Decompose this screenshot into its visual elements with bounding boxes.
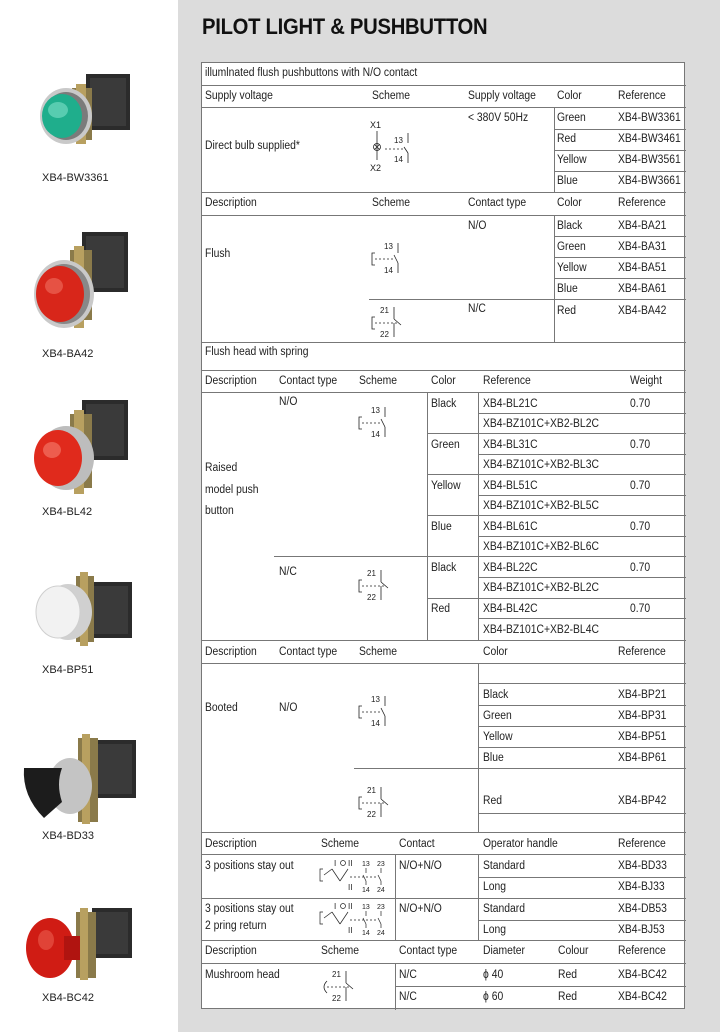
- description: Flush: [205, 248, 231, 260]
- selector-switch-scheme: [318, 900, 390, 938]
- col-header: Reference: [483, 375, 531, 387]
- operator-handle: Long: [483, 881, 507, 893]
- rule: [478, 920, 686, 921]
- product-image-xb4-bw3361: [20, 66, 140, 166]
- diameter-value: 40: [491, 969, 504, 981]
- reference-cell: XB4-BZ101C+XB2-BL2C: [483, 582, 599, 594]
- rule: [202, 107, 686, 108]
- contact-type: N/O: [279, 396, 298, 408]
- rule: [478, 663, 479, 832]
- scheme-label: 24: [377, 887, 385, 894]
- rule: [554, 171, 686, 172]
- scheme-label: I: [334, 902, 337, 911]
- col-header: Reference: [618, 646, 666, 658]
- diameter-value: 60: [491, 991, 504, 1003]
- col-header: Scheme: [372, 197, 410, 209]
- nc-contact-scheme: [357, 783, 397, 821]
- col-header: Color: [557, 90, 582, 102]
- reference-cell: XB4-BL61C: [483, 521, 538, 533]
- operator-handle: Long: [483, 924, 507, 936]
- col-header: Contact type: [279, 646, 338, 658]
- reference-cell: XB4-DB53: [618, 903, 667, 915]
- color-cell: Green: [483, 710, 512, 722]
- col-header: Description: [205, 646, 257, 658]
- rule: [478, 618, 686, 619]
- col-header: Weight: [630, 375, 663, 387]
- scheme-label: 22: [367, 593, 376, 602]
- rule: [354, 768, 686, 769]
- reference-cell: XB4-BL51C: [483, 480, 538, 492]
- color-cell: Green: [557, 241, 586, 253]
- col-header: Scheme: [372, 90, 410, 102]
- reference-cell: XB4-BP21: [618, 689, 667, 701]
- color-cell: Black: [431, 398, 457, 410]
- reference-cell: XB4-BL21C: [483, 398, 538, 410]
- rule: [554, 278, 686, 279]
- rule: [478, 813, 686, 814]
- col-header: Color: [431, 375, 456, 387]
- col-header: Reference: [618, 945, 666, 957]
- contact-type: N/C: [399, 969, 417, 981]
- no-contact-scheme: [357, 692, 397, 730]
- scheme-label: 13: [394, 136, 403, 145]
- color-cell: Green: [431, 439, 460, 451]
- weight-cell: 0.70: [630, 398, 651, 410]
- description-line: model push: [205, 484, 259, 496]
- col-header: Supply voltage: [205, 90, 273, 102]
- reference-cell: XB4-BW3661: [618, 175, 681, 187]
- rule: [369, 299, 686, 300]
- color-cell: Black: [431, 562, 457, 574]
- rule: [478, 705, 686, 706]
- rule: [202, 898, 686, 899]
- col-header: Scheme: [321, 945, 359, 957]
- reference-cell: XB4-BJ33: [618, 881, 665, 893]
- col-header: Reference: [618, 90, 666, 102]
- rule: [395, 854, 396, 940]
- scheme-label: 14: [371, 430, 380, 439]
- product-image-xb4-bl42: [20, 396, 140, 506]
- scheme-label: 13: [371, 695, 380, 704]
- product-image-xb4-bp51: [20, 568, 140, 658]
- scheme-label: 14: [371, 719, 380, 728]
- scheme-label: 13: [384, 242, 393, 251]
- reference-cell: XB4-BJ53: [618, 924, 665, 936]
- contact-type: N/O: [279, 702, 298, 714]
- description: 3 positions stay out: [205, 860, 294, 872]
- weight-cell: 0.70: [630, 480, 651, 492]
- color-cell: Black: [557, 220, 583, 232]
- phi-symbol: ϕ: [483, 991, 489, 1003]
- contact-type: N/O+N/O: [399, 860, 442, 872]
- scheme-label: 14: [384, 266, 393, 275]
- rule: [202, 640, 686, 641]
- page-title: PILOT LIGHT & PUSHBUTTON: [202, 14, 488, 39]
- color-cell: Red: [483, 795, 502, 807]
- rule: [427, 433, 686, 434]
- rule: [202, 963, 686, 964]
- scheme-label: 21: [332, 970, 341, 979]
- scheme-label: 23: [377, 861, 385, 868]
- col-header: Contact type: [279, 375, 338, 387]
- product-label: XB4-BW3361: [42, 172, 109, 184]
- rule: [554, 107, 555, 192]
- color-cell: Red: [557, 305, 576, 317]
- product-image-xb4-bd33: [18, 732, 142, 828]
- rule: [478, 413, 686, 414]
- reference-cell: XB4-BD33: [618, 860, 667, 872]
- color-cell: Black: [483, 689, 509, 701]
- phi-symbol: ϕ: [483, 969, 489, 981]
- description-line: Raised: [205, 462, 238, 474]
- reference-cell: XB4-BA51: [618, 262, 667, 274]
- rule: [478, 683, 686, 684]
- contact-type: N/O+N/O: [399, 903, 442, 915]
- rule: [202, 192, 686, 193]
- col-header: Contact: [399, 838, 435, 850]
- reference-cell: XB4-BA42: [618, 305, 667, 317]
- col-header: Scheme: [359, 375, 397, 387]
- rule: [202, 832, 686, 833]
- reference-cell: XB4-BA31: [618, 241, 667, 253]
- product-label: XB4-BP51: [42, 664, 94, 676]
- col-header: Color: [557, 197, 582, 209]
- contact-type: N/O: [468, 220, 487, 232]
- contact-type: N/C: [468, 303, 486, 315]
- description: Booted: [205, 702, 238, 714]
- col-header: Contact type: [399, 945, 458, 957]
- col-header: Description: [205, 197, 257, 209]
- rule: [202, 392, 686, 393]
- rule: [554, 150, 686, 151]
- description-line: button: [205, 505, 234, 517]
- scheme-label: 21: [367, 569, 376, 578]
- color-cell: Yellow: [557, 262, 587, 274]
- rule: [478, 454, 686, 455]
- col-header: Reference: [618, 197, 666, 209]
- color-cell: Yellow: [557, 154, 587, 166]
- reference-cell: XB4-BC42: [618, 969, 667, 981]
- diameter-cell: [483, 969, 503, 981]
- rule: [202, 342, 686, 343]
- scheme-label: 23: [377, 904, 385, 911]
- rule: [478, 536, 686, 537]
- col-header: Colour: [558, 945, 589, 957]
- scheme-label: 13: [371, 406, 380, 415]
- reference-cell: XB4-BP51: [618, 731, 667, 743]
- weight-cell: 0.70: [630, 439, 651, 451]
- no-contact-scheme: [357, 403, 397, 441]
- scheme-label: II: [348, 859, 353, 868]
- contact-type: N/C: [399, 991, 417, 1003]
- color-cell: Yellow: [483, 731, 513, 743]
- selector-switch-scheme: [318, 857, 390, 895]
- product-table: [201, 62, 685, 1009]
- color-cell: Red: [557, 133, 576, 145]
- description: Direct bulb supplied*: [205, 140, 300, 152]
- rule: [202, 370, 686, 371]
- section-title: illumlnated flush pushbuttons with N/O contact: [205, 67, 418, 79]
- weight-cell: 0.70: [630, 603, 651, 615]
- scheme-label: 14: [362, 930, 370, 937]
- scheme-label: 22: [367, 810, 376, 819]
- product-image-xb4-bc42: [20, 902, 140, 992]
- reference-cell: XB4-BW3361: [618, 112, 681, 124]
- reference-cell: XB4-BA21: [618, 220, 667, 232]
- product-label: XB4-BC42: [42, 992, 94, 1004]
- scheme-label: X2: [370, 163, 382, 173]
- rule: [554, 129, 686, 130]
- reference-cell: XB4-BZ101C+XB2-BL6C: [483, 541, 599, 553]
- description-line: 2 pring return: [205, 920, 267, 932]
- color-cell: Green: [557, 112, 586, 124]
- reference-cell: XB4-BW3561: [618, 154, 681, 166]
- reference-cell: XB4-BZ101C+XB2-BL3C: [483, 459, 599, 471]
- weight-cell: 0.70: [630, 521, 651, 533]
- contact-type: N/C: [279, 566, 297, 578]
- scheme-label: II: [348, 926, 353, 935]
- col-header: Contact type: [468, 197, 527, 209]
- rule: [202, 215, 686, 216]
- rule: [554, 257, 686, 258]
- operator-handle: Standard: [483, 903, 526, 915]
- rule: [554, 236, 686, 237]
- reference-cell: XB4-BW3461: [618, 133, 681, 145]
- reference-cell: XB4-BL42C: [483, 603, 538, 615]
- col-header: Color: [483, 646, 508, 658]
- col-header: Operator handle: [483, 838, 558, 850]
- reference-cell: XB4-BC42: [618, 991, 667, 1003]
- rule: [478, 577, 686, 578]
- rule: [427, 515, 686, 516]
- scheme-label: X1: [370, 120, 382, 130]
- scheme-label: 21: [367, 786, 376, 795]
- rule: [274, 556, 686, 557]
- rule: [478, 854, 479, 940]
- reference-cell: XB4-BZ101C+XB2-BL5C: [483, 500, 599, 512]
- colour-cell: Red: [558, 991, 577, 1003]
- description-line: 3 positions stay out: [205, 903, 294, 915]
- rule: [395, 986, 686, 987]
- color-cell: Red: [431, 603, 450, 615]
- supply-voltage: < 380V 50Hz: [468, 112, 529, 124]
- pilot-scheme-diagram: [370, 119, 440, 177]
- reference-cell: XB4-BL22C: [483, 562, 538, 574]
- rule: [202, 663, 686, 664]
- reference-cell: XB4-BZ101C+XB2-BL2C: [483, 418, 599, 430]
- product-label: XB4-BA42: [42, 348, 94, 360]
- scheme-label: 22: [332, 994, 341, 1003]
- reference-cell: XB4-BA61: [618, 283, 667, 295]
- no-contact-scheme: [370, 239, 410, 277]
- rule: [427, 392, 428, 640]
- rule: [478, 747, 686, 748]
- rule: [427, 598, 686, 599]
- color-cell: Yellow: [431, 480, 461, 492]
- scheme-label: II: [348, 883, 353, 892]
- product-label: XB4-BD33: [42, 830, 94, 842]
- section-title: Flush head with spring: [205, 346, 309, 358]
- weight-cell: 0.70: [630, 562, 651, 574]
- col-header: Scheme: [321, 838, 359, 850]
- rule: [202, 854, 686, 855]
- scheme-label: II: [348, 902, 353, 911]
- description: Mushroom head: [205, 969, 280, 981]
- colour-cell: Red: [558, 969, 577, 981]
- rule: [427, 474, 686, 475]
- diameter-cell: [483, 991, 503, 1003]
- scheme-label: 21: [380, 306, 389, 315]
- reference-cell: XB4-BP31: [618, 710, 667, 722]
- color-cell: Blue: [431, 521, 452, 533]
- scheme-label: I: [334, 859, 337, 868]
- scheme-label: 13: [362, 904, 370, 911]
- rule: [478, 726, 686, 727]
- color-cell: Blue: [557, 283, 578, 295]
- col-header: Supply voltage: [468, 90, 536, 102]
- product-image-xb4-ba42: [20, 228, 140, 338]
- rule: [395, 963, 396, 1010]
- nc-contact-scheme: [357, 566, 397, 604]
- reference-cell: XB4-BP42: [618, 795, 667, 807]
- nc-contact-scheme: [370, 303, 410, 341]
- reference-cell: XB4-BL31C: [483, 439, 538, 451]
- scheme-label: 14: [362, 887, 370, 894]
- col-header: Reference: [618, 838, 666, 850]
- scheme-label: 22: [380, 330, 389, 339]
- col-header: Scheme: [359, 646, 397, 658]
- col-header: Description: [205, 945, 257, 957]
- product-label: XB4-BL42: [42, 506, 93, 518]
- color-cell: Blue: [483, 752, 504, 764]
- rule: [478, 495, 686, 496]
- rule: [202, 940, 686, 941]
- operator-handle: Standard: [483, 860, 526, 872]
- scheme-label: 24: [377, 930, 385, 937]
- reference-cell: XB4-BP61: [618, 752, 667, 764]
- col-header: Description: [205, 838, 257, 850]
- rule: [478, 392, 479, 640]
- rule: [478, 877, 686, 878]
- scheme-label: 14: [394, 155, 403, 164]
- scheme-label: 13: [362, 861, 370, 868]
- col-header: Description: [205, 375, 257, 387]
- reference-cell: XB4-BZ101C+XB2-BL4C: [483, 624, 599, 636]
- col-header: Diameter: [483, 945, 525, 957]
- mushroom-nc-scheme: [320, 967, 360, 1005]
- rule: [202, 85, 686, 86]
- color-cell: Blue: [557, 175, 578, 187]
- rule: [554, 215, 555, 342]
